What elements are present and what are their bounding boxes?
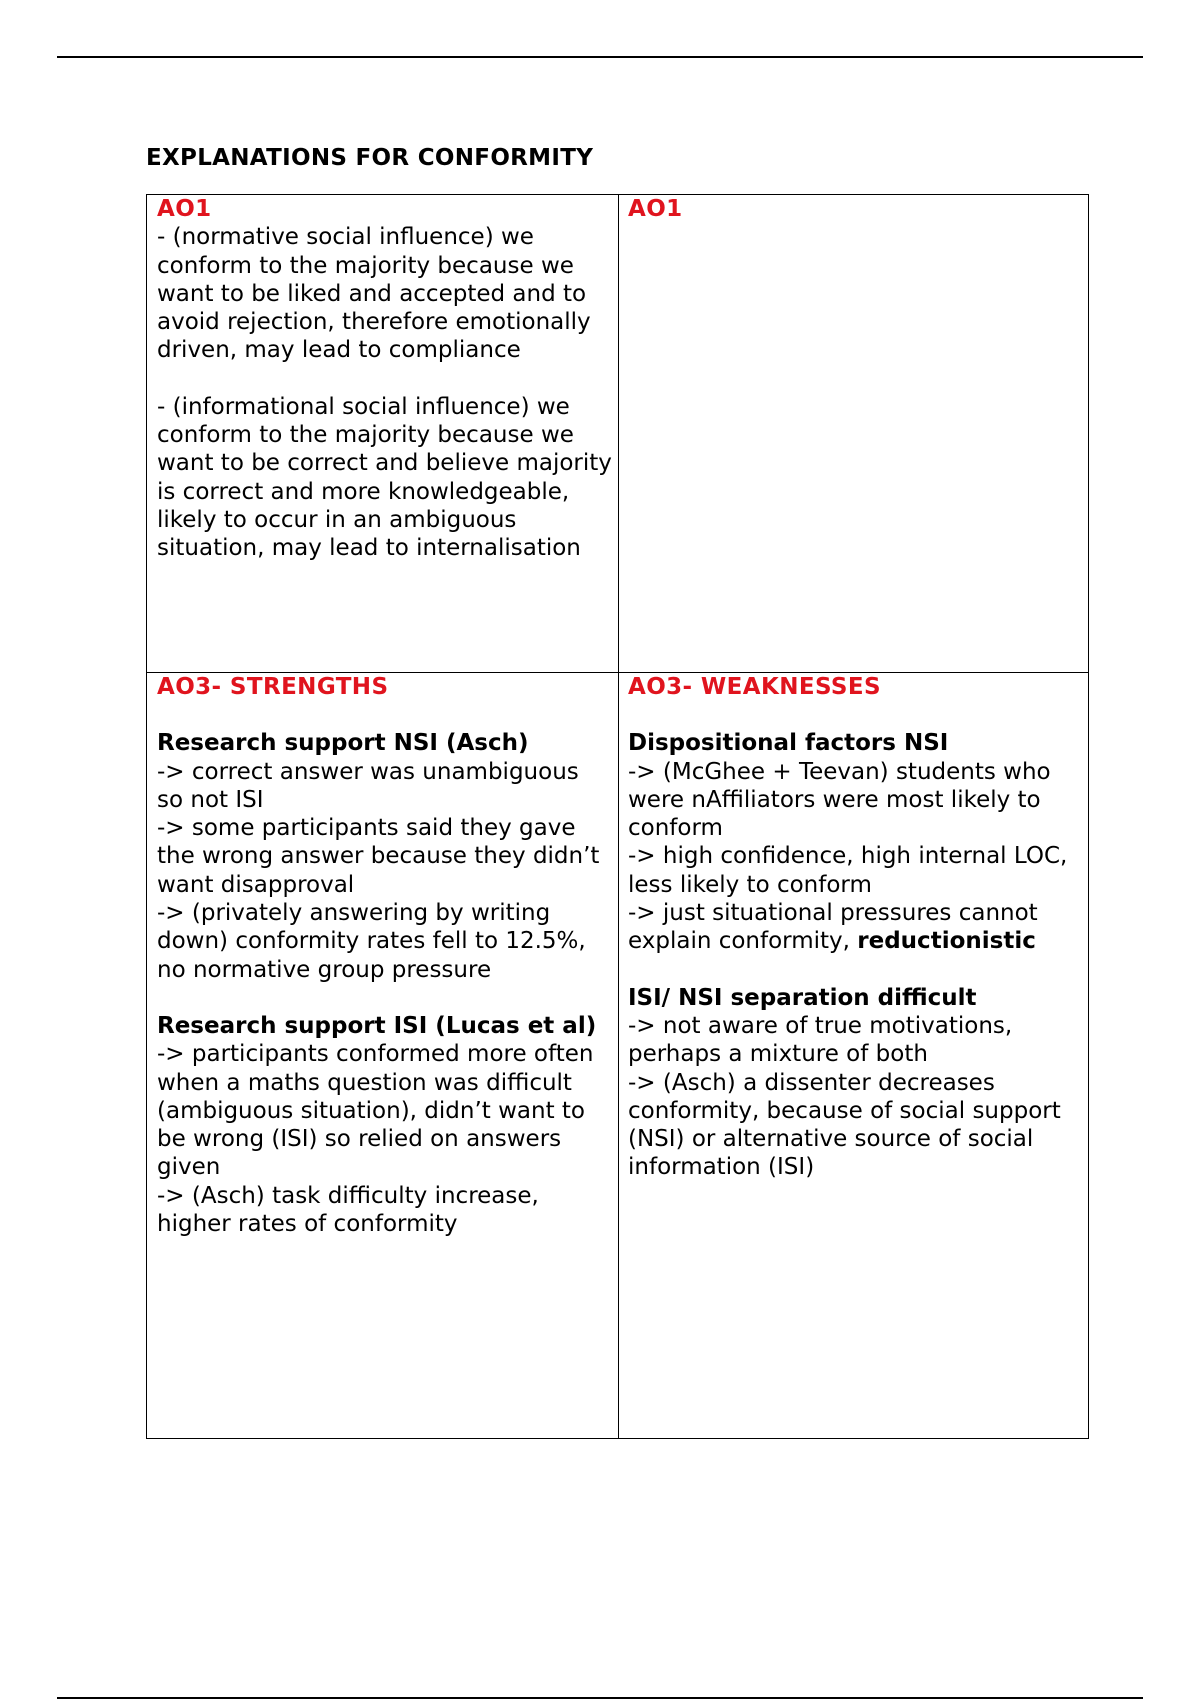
list-item: -> some participants said they gave the wrong answer because they didn’t want disapproval [157,815,600,898]
informational-influence-text: - (informational social influence) we conform to the majority because we want to be correct and believe majority is correct and more knowledgeable, likely to occur in an ambiguous situation, may lead to internalisation [157,393,612,562]
cell-ao1-right [628,195,1083,223]
list-item: -> (Asch) task difficulty increase, higher rates of conformity [157,1182,539,1238]
list-item: -> not aware of true motivations, perhaps a mixture of both [628,1012,1013,1068]
section-title: ISI/ NSI separation difficult [628,984,977,1011]
page-title: EXPLANATIONS FOR CONFORMITY [146,145,594,171]
list-item [628,899,1083,956]
list-item: -> high confidence, high internal LOC, less likely to conform [628,843,1068,898]
cell-heading: AO1 [157,196,212,222]
column-divider [618,195,619,1438]
content-table [146,194,1089,1439]
bottom-rule [57,1697,1143,1699]
list-item: -> participants conformed more often when a maths question was difficult (ambiguous situation), didn’t want to be wrong (ISI) so relied on answers given [157,1041,594,1181]
cell-heading: AO3- STRENGTHS [157,674,389,700]
cell-heading: AO1 [628,196,683,222]
list-item: -> (Asch) a dissenter decreases conformity, because of social support (NSI) or alternative source of social information (ISI) [628,1069,1061,1181]
list-item: -> correct answer was unambiguous so not ISI [157,758,579,813]
cell-ao3-strengths [157,673,612,1238]
list-item: -> (McGhee + Teevan) students who were nAffiliators were most likely to conform [628,758,1051,842]
list-item-text: -> just situational pressures cannot explain conformity, [628,900,1038,955]
section-title: Research support NSI (Asch) [157,730,529,757]
top-rule [57,56,1143,58]
normative-influence-text: - (normative social influence) we conform to the majority because we want to be liked and accepted and to avoid rejection, therefore emotionally driven, may lead to compliance [157,224,591,364]
cell-ao1-left [157,195,612,563]
section-title: Research support ISI (Lucas et al) [157,1012,597,1039]
cell-ao3-weaknesses [628,673,1083,1182]
emphasis-text: reductionistic [857,928,1036,955]
cell-heading: AO3- WEAKNESSES [628,674,881,700]
list-item: -> (privately answering by writing down) conformity rates fell to 12.5%, no normative group pressure [157,900,586,983]
section-title: Dispositional factors NSI [628,730,949,757]
